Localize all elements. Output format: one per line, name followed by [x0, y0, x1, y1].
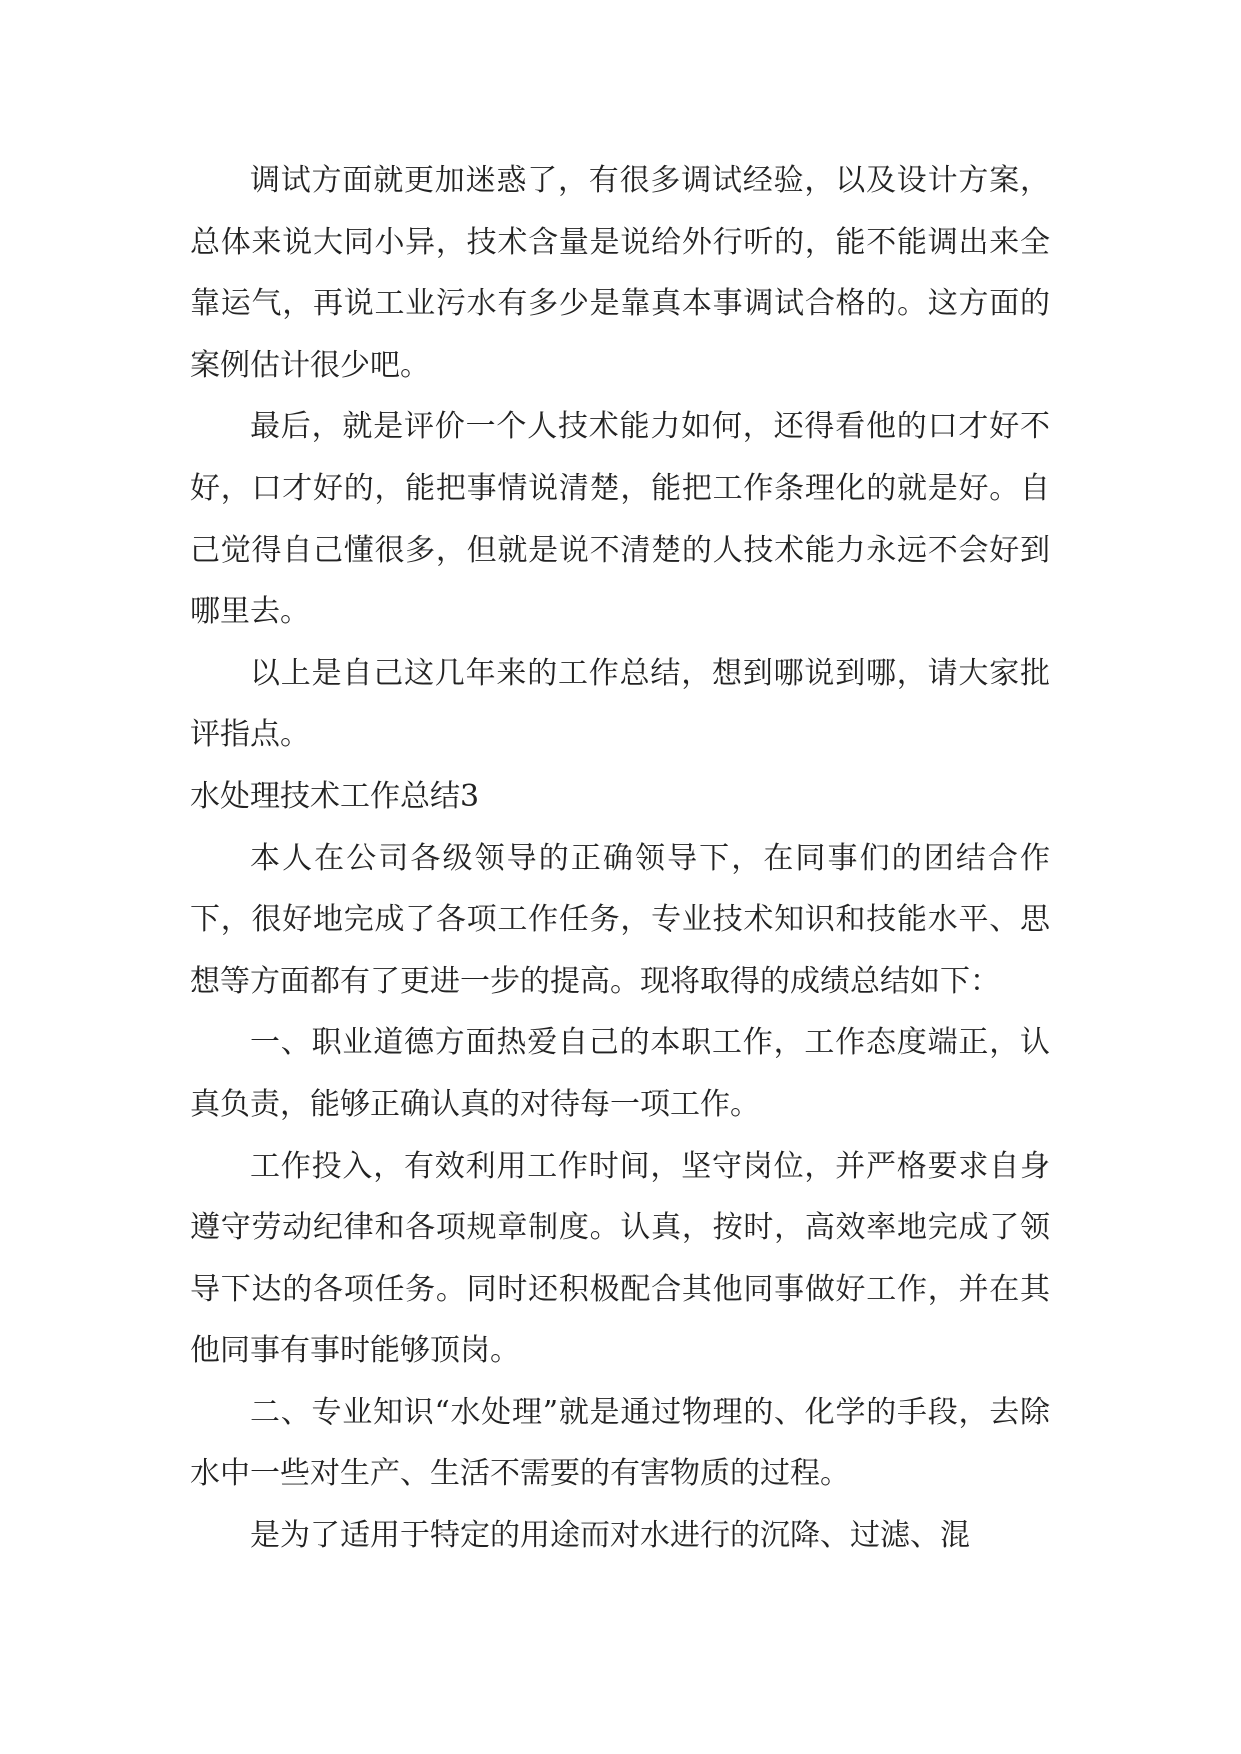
paragraph-closing: 以上是自己这几年来的工作总结，想到哪说到哪，请大家批评指点。	[190, 655, 1050, 753]
paragraph-intro: 本人在公司各级领导的正确领导下，在同事们的团结合作下，很好地完成了各项工作任务，专业技术知识和技能水平、思想等方面都有了更进一步的提高。现将取得的成绩总结如下：	[190, 840, 1050, 999]
document-body	[190, 150, 1050, 1567]
paragraph-debugging: 调试方面就更加迷惑了，有很多调试经验，以及设计方案，总体来说大同小异，技术含量是说给外行听的，能不能调出来全靠运气，再说工业污水有多少是靠真本事调试合格的。这方面的案例估计很少吧。	[190, 163, 1050, 383]
paragraph-communication: 最后，就是评价一个人技术能力如何，还得看他的口才好不好，口才好的，能把事情说清楚，能把工作条理化的就是好。自己觉得自己懂很多，但就是说不清楚的人技术能力永远不会好到哪里去。	[190, 409, 1050, 630]
paragraph-work-commitment: 工作投入，有效利用工作时间，坚守岗位，并严格要求自身遵守劳动纪律和各项规章制度。认真，按时，高效率地完成了领导下达的各项任务。同时还积极配合其他同事做好工作，并在其他同事有事时能够顶岗。	[190, 1148, 1050, 1369]
paragraph-professional-knowledge: 二、专业知识“水处理”就是通过物理的、化学的手段，去除水中一些对生产、生活不需要的有害物质的过程。	[190, 1394, 1050, 1492]
paragraph-water-treatment-purpose: 是为了适用于特定的用途而对水进行的沉降、过滤、混	[250, 1518, 970, 1554]
paragraph-professional-ethics: 一、职业道德方面热爱自己的本职工作，工作态度端正，认真负责，能够正确认真的对待每一项工作。	[190, 1025, 1050, 1122]
section-heading: 水处理技术工作总结3	[190, 778, 480, 814]
